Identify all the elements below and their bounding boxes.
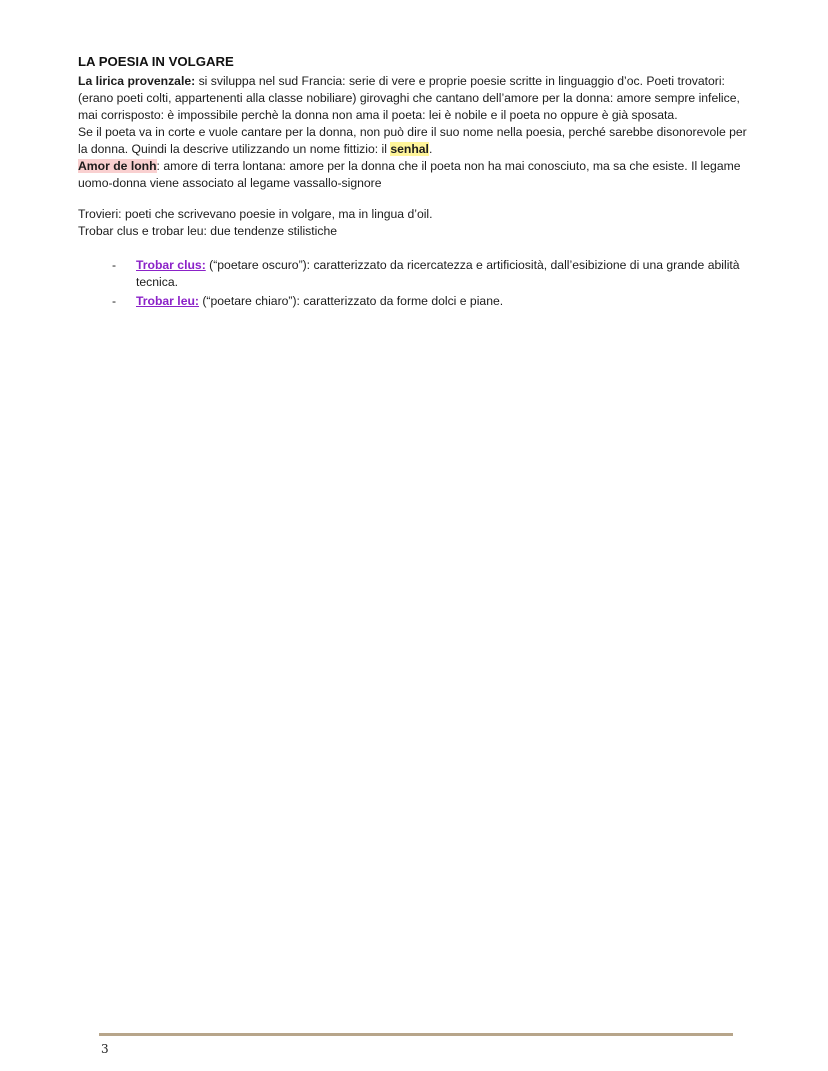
page-title: LA POESIA IN VOLGARE	[78, 54, 234, 69]
list-item	[78, 257, 758, 291]
paragraph-senhal	[78, 124, 758, 158]
highlight-amor-de-lonh: Amor de lonh	[78, 159, 157, 173]
paragraph-trovieri	[78, 206, 758, 240]
list-dash: -	[112, 294, 117, 308]
paragraph-end: .	[428, 142, 433, 156]
term-trobar-clus: Trobar clus:	[136, 258, 206, 272]
paragraph-text: : amore di terra lontana: amore per la donna che il poeta non ha mai conosciuto, ma sa che esiste. Il legame uomo-donna viene associato al legame vassallo-signore	[78, 159, 741, 190]
document-body	[78, 53, 758, 312]
list-item	[78, 293, 758, 310]
list-item-text: (“poetare chiaro”): caratterizzato da forme dolci e piane.	[198, 294, 504, 308]
paragraph-lirica-provenzale	[78, 73, 758, 124]
footer-rule	[99, 1033, 733, 1036]
trovieri-line: Trovieri: poeti che scrivevano poesie in volgare, ma in lingua d’oil.	[78, 207, 433, 221]
list-dash: -	[112, 258, 117, 272]
paragraph-text: Se il poeta va in corte e vuole cantare per la donna, non può dire il suo nome nella poesia, perché sarebbe disonorevole per la donna. Quindi la descrive utilizzando un nome fittizio: il	[78, 125, 747, 156]
trobar-list	[78, 257, 758, 310]
lead-lirica-provenzale: La lirica provenzale:	[78, 74, 196, 88]
paragraph-amor-de-lonh	[78, 158, 758, 192]
highlight-senhal: senhal	[390, 142, 429, 156]
list-item-text: (“poetare oscuro”): caratterizzato da ricercatezza e artificiosità, dall’esibizione di una grande abilità tecnica.	[136, 258, 740, 289]
paragraph-text: si sviluppa nel sud Francia: serie di vere e proprie poesie scritte in linguaggio d’oc. Poeti trovatori: (erano poeti colti, appartenenti alla classe nobiliare) girovaghi che cantano dell’amore per la donna: amore sempre infelice, mai corrisposto: è impossibile perchè la donna non ama il poeta: lei è nobile e il poeta no oppure è già sposata.	[78, 74, 740, 122]
trobar-intro-line: Trobar clus e trobar leu: due tendenze stilistiche	[78, 224, 338, 238]
term-trobar-leu: Trobar leu:	[136, 294, 199, 308]
page-number: 3	[101, 1042, 109, 1056]
